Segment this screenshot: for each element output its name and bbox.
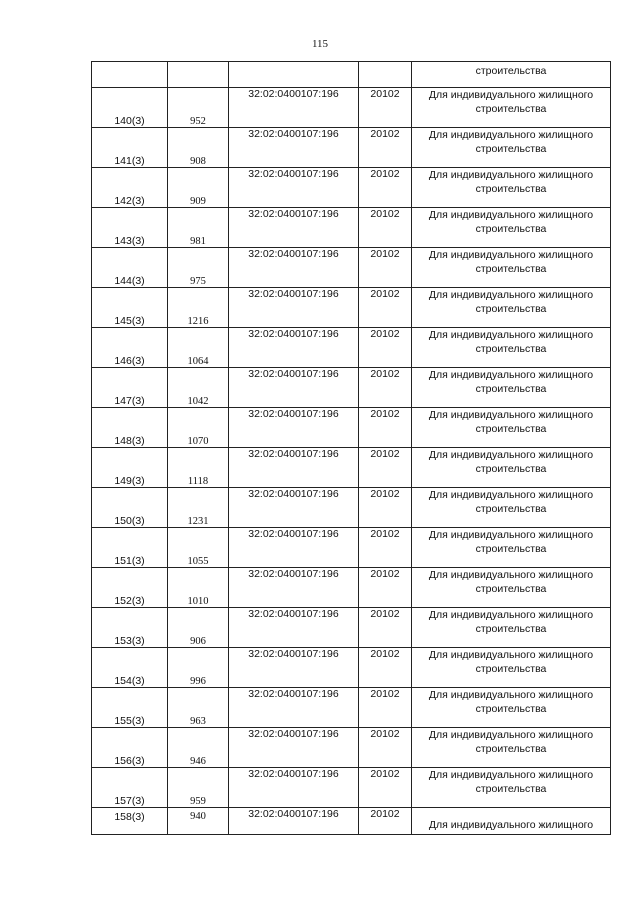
table-row xyxy=(92,488,611,528)
cell-purpose: Для индивидуального жилищного строительства xyxy=(412,728,611,768)
cell-area: 1231 xyxy=(168,488,229,528)
cell-number: 156(3) xyxy=(92,728,168,768)
cell-number: 151(3) xyxy=(92,528,168,568)
cell-cadastral: 32:02:0400107:196 xyxy=(229,448,359,488)
table-body xyxy=(92,62,611,835)
cell-code: 20102 xyxy=(359,728,412,768)
cell-purpose: Для индивидуального жилищного строительства xyxy=(412,208,611,248)
cell-number: 154(3) xyxy=(92,648,168,688)
cell-number: 150(3) xyxy=(92,488,168,528)
cell-code: 20102 xyxy=(359,408,412,448)
cell-cadastral: 32:02:0400107:196 xyxy=(229,528,359,568)
cell-code: 20102 xyxy=(359,368,412,408)
cell-area: 1070 xyxy=(168,408,229,448)
table-row xyxy=(92,528,611,568)
cell-code: 20102 xyxy=(359,608,412,648)
table-row xyxy=(92,168,611,208)
cell-area: 981 xyxy=(168,208,229,248)
cell-cadastral: 32:02:0400107:196 xyxy=(229,488,359,528)
table-row xyxy=(92,128,611,168)
cell-area: 952 xyxy=(168,88,229,128)
cell-purpose: Для индивидуального жилищного строительства xyxy=(412,368,611,408)
cell-code: 20102 xyxy=(359,328,412,368)
cell-code: 20102 xyxy=(359,168,412,208)
cell-purpose: Для индивидуального жилищного строительства xyxy=(412,408,611,448)
cell-area xyxy=(168,62,229,88)
cell-purpose: Для индивидуального жилищного строительства xyxy=(412,448,611,488)
cell-purpose: Для индивидуального жилищного строительства xyxy=(412,528,611,568)
cell-cadastral: 32:02:0400107:196 xyxy=(229,248,359,288)
cell-code: 20102 xyxy=(359,568,412,608)
cell-area: 963 xyxy=(168,688,229,728)
table-row xyxy=(92,408,611,448)
cell-number: 140(3) xyxy=(92,88,168,128)
cell-area: 906 xyxy=(168,608,229,648)
cell-purpose: Для индивидуального жилищного строительства xyxy=(412,88,611,128)
cell-cadastral: 32:02:0400107:196 xyxy=(229,808,359,835)
cell-code: 20102 xyxy=(359,488,412,528)
cell-code: 20102 xyxy=(359,768,412,808)
table-row xyxy=(92,768,611,808)
cell-purpose: Для индивидуального жилищного строительства xyxy=(412,608,611,648)
cell-purpose: Для индивидуального жилищного строительства xyxy=(412,768,611,808)
cell-number: 158(3) xyxy=(92,808,168,835)
cell-area: 1055 xyxy=(168,528,229,568)
cell-purpose: Для индивидуального жилищного строительства xyxy=(412,168,611,208)
cell-area: 946 xyxy=(168,728,229,768)
cell-purpose: Для индивидуального жилищного xyxy=(412,808,611,835)
page-number: 115 xyxy=(311,38,329,50)
table-row xyxy=(92,608,611,648)
table-row xyxy=(92,648,611,688)
cell-number: 149(3) xyxy=(92,448,168,488)
cell-number: 148(3) xyxy=(92,408,168,448)
cell-number: 145(3) xyxy=(92,288,168,328)
cell-number: 153(3) xyxy=(92,608,168,648)
cell-purpose: Для индивидуального жилищного строительства xyxy=(412,568,611,608)
cell-number: 157(3) xyxy=(92,768,168,808)
cell-purpose: Для индивидуального жилищного строительства xyxy=(412,288,611,328)
cell-code: 20102 xyxy=(359,648,412,688)
cell-number: 146(3) xyxy=(92,328,168,368)
cell-area: 975 xyxy=(168,248,229,288)
cell-area: 1118 xyxy=(168,448,229,488)
cell-cadastral xyxy=(229,62,359,88)
table-row xyxy=(92,288,611,328)
table-row xyxy=(92,88,611,128)
table-row xyxy=(92,248,611,288)
cell-code: 20102 xyxy=(359,248,412,288)
cell-code: 20102 xyxy=(359,88,412,128)
cell-area: 959 xyxy=(168,768,229,808)
cell-cadastral: 32:02:0400107:196 xyxy=(229,88,359,128)
cell-cadastral: 32:02:0400107:196 xyxy=(229,608,359,648)
cell-area: 1064 xyxy=(168,328,229,368)
cell-area: 1216 xyxy=(168,288,229,328)
cell-purpose: Для индивидуального жилищного строительства xyxy=(412,488,611,528)
cell-cadastral: 32:02:0400107:196 xyxy=(229,648,359,688)
cell-purpose: Для индивидуального жилищного строительства xyxy=(412,128,611,168)
continuation-row xyxy=(92,62,611,88)
cell-cadastral: 32:02:0400107:196 xyxy=(229,208,359,248)
cell-code: 20102 xyxy=(359,448,412,488)
cell-cadastral: 32:02:0400107:196 xyxy=(229,368,359,408)
cell-number xyxy=(92,62,168,88)
cell-cadastral: 32:02:0400107:196 xyxy=(229,568,359,608)
table-row xyxy=(92,568,611,608)
cell-purpose: Для индивидуального жилищного строительства xyxy=(412,688,611,728)
cell-code xyxy=(359,62,412,88)
table-row xyxy=(92,368,611,408)
table-row xyxy=(92,728,611,768)
cell-number: 155(3) xyxy=(92,688,168,728)
cell-code: 20102 xyxy=(359,128,412,168)
cell-cadastral: 32:02:0400107:196 xyxy=(229,168,359,208)
cell-area: 940 xyxy=(168,808,229,835)
cell-cadastral: 32:02:0400107:196 xyxy=(229,768,359,808)
cell-number: 142(3) xyxy=(92,168,168,208)
land-plot-table xyxy=(91,61,611,835)
cell-code: 20102 xyxy=(359,808,412,835)
table-row xyxy=(92,208,611,248)
cell-code: 20102 xyxy=(359,528,412,568)
cell-number: 152(3) xyxy=(92,568,168,608)
cell-purpose: Для индивидуального жилищного строительства xyxy=(412,328,611,368)
cell-code: 20102 xyxy=(359,688,412,728)
cell-cadastral: 32:02:0400107:196 xyxy=(229,408,359,448)
cell-area: 996 xyxy=(168,648,229,688)
cell-area: 909 xyxy=(168,168,229,208)
cell-area: 1042 xyxy=(168,368,229,408)
table-row xyxy=(92,448,611,488)
table-row xyxy=(92,688,611,728)
cell-number: 147(3) xyxy=(92,368,168,408)
cell-cadastral: 32:02:0400107:196 xyxy=(229,728,359,768)
cell-cadastral: 32:02:0400107:196 xyxy=(229,128,359,168)
cell-area: 908 xyxy=(168,128,229,168)
cell-purpose: Для индивидуального жилищного строительства xyxy=(412,648,611,688)
cell-number: 144(3) xyxy=(92,248,168,288)
cell-code: 20102 xyxy=(359,208,412,248)
table-row xyxy=(92,328,611,368)
cell-cadastral: 32:02:0400107:196 xyxy=(229,328,359,368)
cell-cadastral: 32:02:0400107:196 xyxy=(229,688,359,728)
cell-number: 143(3) xyxy=(92,208,168,248)
cell-code: 20102 xyxy=(359,288,412,328)
cell-cadastral: 32:02:0400107:196 xyxy=(229,288,359,328)
cell-area: 1010 xyxy=(168,568,229,608)
cell-purpose: строительства xyxy=(412,62,611,88)
cell-number: 141(3) xyxy=(92,128,168,168)
table-row xyxy=(92,808,611,835)
cell-purpose: Для индивидуального жилищного строительства xyxy=(412,248,611,288)
